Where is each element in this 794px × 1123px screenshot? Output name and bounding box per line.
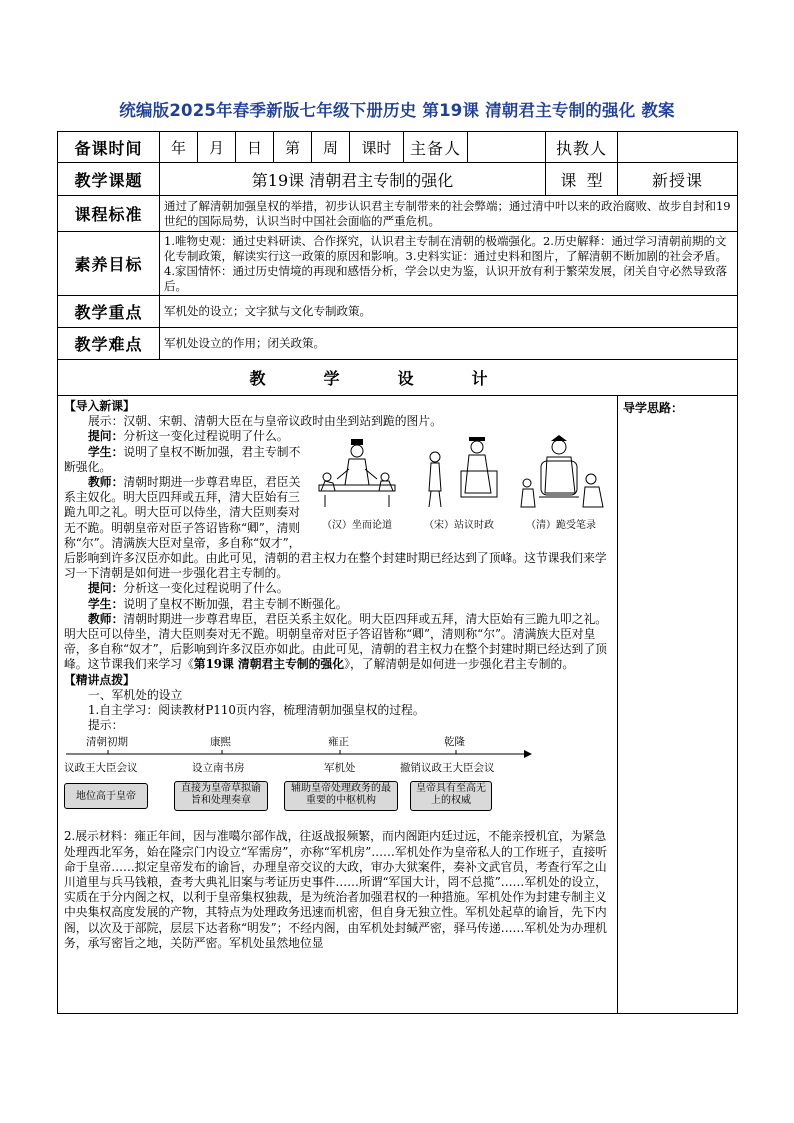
timeline-box: 辅助皇帝处理政务的最重要的中枢机构 [284,781,398,811]
figure-qing [515,433,607,533]
timeline-event: 议政王大臣会议 [64,762,138,775]
date-month: 月 [198,132,236,163]
self-study: 1.自主学习：阅读教材P110页内容，梳理清朝加强皇权的过程。 [88,703,425,718]
timeline-axis [64,749,534,759]
song-standing-officials-illustration [413,433,505,513]
section-1-title: 一、军机处的设立 [88,687,183,702]
difficult-label: 教学难点 [58,328,160,360]
timeline-box: 皇帝具有至高无上的权威 [410,781,492,811]
timeline-period: 康熙 [210,736,231,749]
date-week: 周 [312,132,350,163]
date-ordinal: 第 [274,132,312,163]
date-day: 日 [236,132,274,163]
caption-qing: （清）跪受笔录 [526,520,596,532]
date-year: 年 [160,132,198,163]
timeline-period: 清朝初期 [86,736,128,749]
figure-song [413,433,505,533]
teacher-1: 教师：清朝时期进一步尊君卑臣，君臣关系主奴化。明大臣四拜或五拜，清大臣始有三跪九叩之礼。明大臣可以侍坐，清大臣则奏对无不跪。明朝皇帝对臣子答诏皆称“卿”，清则称“尔”。清满族大臣对皇帝，多自称“奴才”，后影响到许多汉臣亦如此。由此可见，清朝的君主权力在整个封建时期已经达到了顶峰。这节课我们来学习一下清朝是如何进一步强化君主专制的。 [64,475,607,581]
teacher-label: 执教人 [546,132,618,163]
key-row [58,296,738,328]
material-text: 2.展示材料：雍正年间，因与准噶尔部作战，往返战报频繁，而内阁距内廷过远，不能亲授机宜，为紧急处理西北军务，始在隆宗门内设立“军需房”，亦称“军机房”……军机处作为皇帝私人的工作班子，直接听命于皇帝……拟定皇帝发布的谕旨，办理皇帝交议的大政，审办大狱案件，奏补文武官员，考查行军之山川道里与兵马钱粮，查考大典礼旧案与考证历史事件……所谓“军国大计，罔不总揽”……军机处的设立，实质在于分内阁之权，以利于皇帝集权独裁，是为统治者加强君权的一种措施。军机处作为封建专制主义中央集权高度发展的产物，其特点为处理政务迅速而机密，但自身无独立性。军机处起草的谕旨，先下内阁，以次及于部院，层层下达者称“明发”；不经内阁，由军机处封缄严密，驿马传递……军机处为办理机务，承写密旨之地，关防严密。军机处虽然地位显 [64,829,608,950]
literacy-row [58,232,738,296]
key-label: 教学重点 [58,296,160,328]
literacy-text: 1.唯物史观：通过史料研读、合作探究，认识君主专制在清朝的极端强化。2.历史解释：通过学习清朝前期的文化专制政策，解读实行这一政策的原因和影响。3.史料实证：通过史料和图片，了解清朝不断加剧的社会矛盾。4.家国情怀：通过历史情境的再现和感悟分析，学会以史为鉴，认识开放有利于繁荣发展，闭关自守必然导致落后。 [160,232,738,296]
timeline-event: 设立南书房 [192,762,245,775]
guide-cell [618,396,738,1014]
difficult-text: 军机处设立的作用；闭关政策。 [160,328,738,360]
question-1: 提问：分析这一变化过程说明了什么。 [88,429,289,444]
detail-title: 【精讲点拨】 [64,672,135,687]
preparer-value [468,132,546,163]
standard-text: 通过了解清朝加强皇权的举措，初步认识君主专制带来的社会弊端；通过清中叶以来的政治腐败、故步自封和19世纪的国际局势，认识当时中国社会面临的严重危机。 [160,196,738,232]
teacher-2: 教师：清朝时期进一步尊君卑臣，君臣关系主奴化。明大臣四拜或五拜，清大臣始有三跪九叩之礼。明大臣可以侍坐，清大臣则奏对无不跪。明朝皇帝对臣子答诏皆称“卿”，清则称“尔”。清满族大臣对皇帝，多自称“奴才”，后影响到许多汉臣亦如此。由此可见，清朝的君主权力在整个封建时期已经达到了顶峰。这节课我们来学习《第19课 清朝君主专制的强化》，了解清朝是如何进一步强化君主专制的。 [64,611,608,672]
literacy-label: 素养目标 [58,232,160,296]
timeline-period: 乾隆 [444,736,465,749]
timeline-period: 雍正 [328,736,349,749]
timeline-box: 直接为皇帝草拟谕旨和处理奏章 [174,781,268,811]
standard-label: 课程标准 [58,196,160,232]
answer-1: 学生：说明了皇权不断加强，君主专制不断强化。 [64,444,301,474]
teacher-value [618,132,738,163]
power-timeline [64,735,611,827]
intro-show: 展示：汉朝、宋朝、清朝大臣在与皇帝议政时由坐到站到跪的图片。 [88,414,442,429]
teaching-process [58,396,618,1014]
date-period: 课时 [350,132,404,163]
answer-2: 学生：说明了皇权不断加强，君主专制不断强化。 [88,596,348,611]
figure-han [311,433,403,533]
lesson-type-value: 新授课 [618,163,738,196]
design-content-row [58,396,738,1014]
topic-row [58,163,738,196]
difficult-row [58,328,738,360]
han-seated-officials-illustration [311,433,403,513]
standard-row [58,196,738,232]
lesson-name: 第19课 清朝君主专制的强化 [160,163,546,196]
timeline-event: 撤销议政王大臣会议 [400,762,495,775]
prep-time-label: 备课时间 [58,132,160,163]
topic-label: 教学课题 [58,163,160,196]
document-title: 统编版2025年春季新版七年级下册历史 第19课 清朝君主专制的强化 教案 [119,101,675,120]
caption-song: （宋）站议时政 [424,520,494,532]
audience-figures [311,433,611,533]
question-2: 提问：分析这一变化过程说明了什么。 [88,581,289,596]
timeline-event: 军机处 [324,762,356,775]
intro-title: 【导入新课】 [64,399,135,413]
caption-han: （汉）坐而论道 [322,520,392,532]
design-header-row [58,360,738,396]
hint-label: 提示： [88,718,124,733]
qing-kneeling-officials-illustration [515,433,607,513]
key-text: 军机处的设立；文字狱与文化专制政策。 [160,296,738,328]
prep-time-row [58,132,738,163]
guide-label: 导学思路： [623,401,684,415]
timeline-box: 地位高于皇帝 [64,783,148,809]
design-header: 教学设计 [58,360,738,396]
lesson-plan-table [57,131,738,1014]
preparer-label: 主备人 [404,132,468,163]
lesson-type-label: 课 型 [546,163,618,196]
